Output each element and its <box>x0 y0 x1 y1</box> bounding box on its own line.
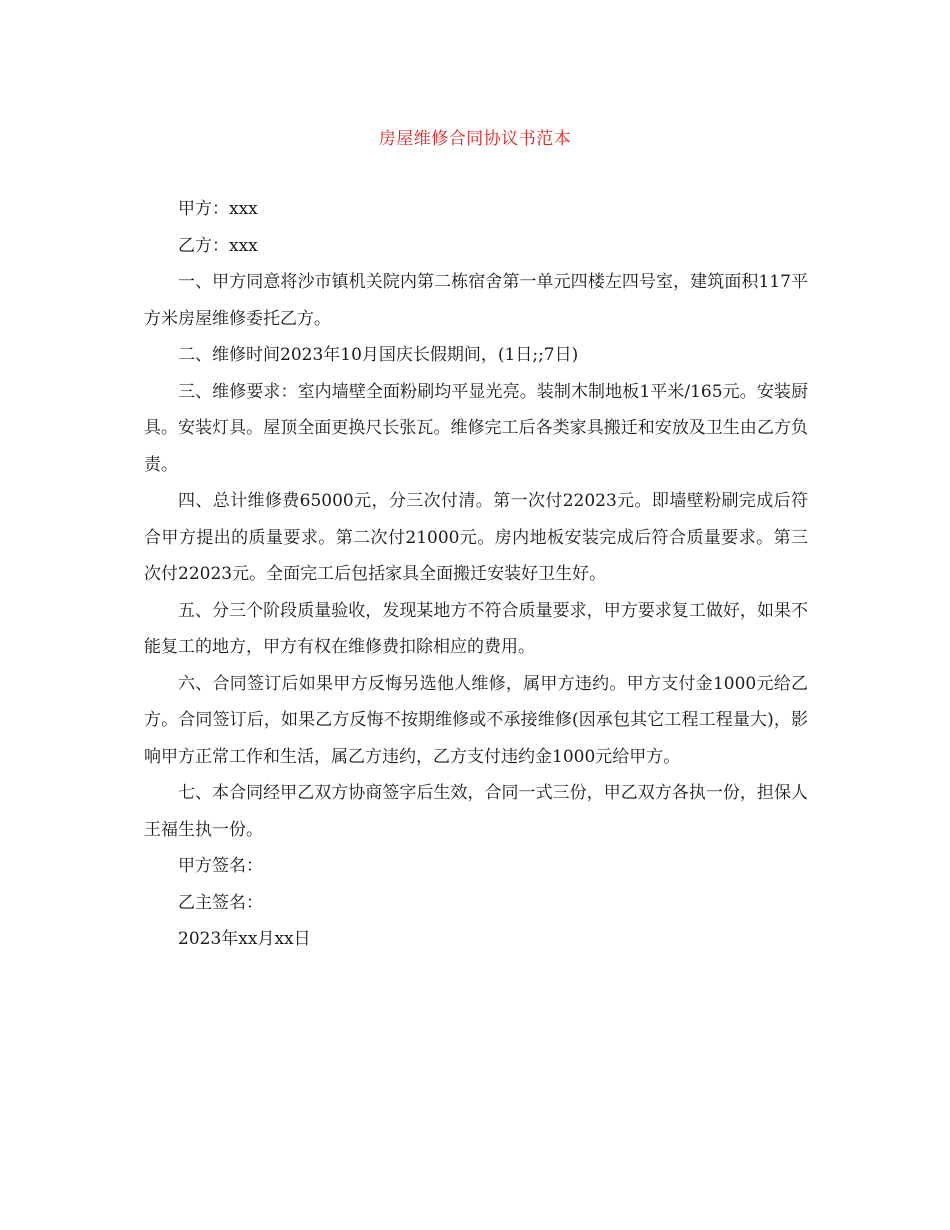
clause-3: 三、维修要求：室内墙壁全面粉刷均平显光亮。装制木制地板1平米/165元。安装厨具。安装灯具。屋顶全面更换尺长张瓦。维修完工后各类家具搬迁和安放及卫生由乙方负责。 <box>144 381 808 475</box>
clause-4: 四、总计维修费65000元，分三次付清。第一次付22023元。即墙壁粉刷完成后符合甲方提出的质量要求。第二次付21000元。房内地板安装完成后符合质量要求。第三次付22023元。全面完工后包括家具全面搬迁安装好卫生好。 <box>144 491 808 584</box>
signature-b-line: 乙主签名： <box>178 892 263 913</box>
clause-1: 一、甲方同意将沙市镇机关院内第二栋宿舍第一单元四楼左四号室，建筑面积117平方米房屋维修委托乙方。 <box>144 272 808 329</box>
clause-7: 七、本合同经甲乙双方协商签字后生效，合同一式三份，甲乙双方各执一份，担保人王福生执一份。 <box>144 783 808 840</box>
signature-a-line: 甲方签名： <box>178 856 263 876</box>
clause-5: 五、分三个阶段质量验收，发现某地方不符合质量要求，甲方要求复工做好，如果不能复工的地方，甲方有权在维修费扣除相应的费用。 <box>144 600 808 657</box>
date-line: 2023年xx月xx日 <box>178 929 311 949</box>
document-title: 房屋维修合同协议书范本 <box>378 129 572 149</box>
document-body <box>144 191 808 958</box>
clause-6: 六、合同签订后如果甲方反悔另选他人维修，属甲方违约。甲方支付金1000元给乙方。合同签订后，如果乙方反悔不按期维修或不承接维修(因承包其它工程工程量大)，影响甲方正常工作和生活，属乙方违约，乙方支付违约金1000元给甲方。 <box>144 673 808 767</box>
party-b-line: 乙方：xxx <box>178 235 258 256</box>
party-a-line: 甲方：xxx <box>178 199 258 219</box>
clause-2: 二、维修时间2023年10月国庆长假期间，(1日;;7日) <box>178 345 579 365</box>
